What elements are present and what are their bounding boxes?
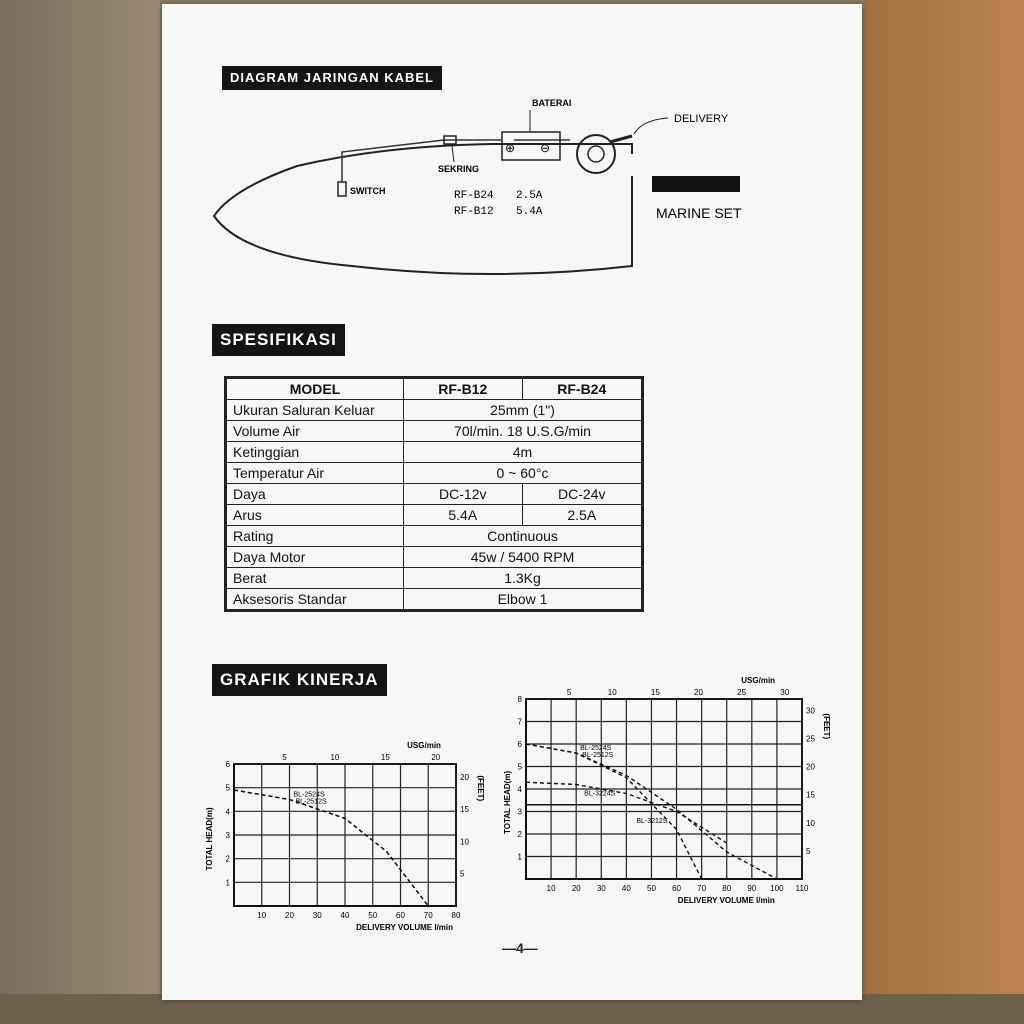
y-axis-label: TOTAL HEAD(m) [205, 807, 214, 871]
x-tick-label: 60 [396, 911, 405, 920]
usg-tick-label: 10 [330, 753, 340, 762]
spec-value-b12: DC-12v [404, 484, 523, 505]
spec-label: Aksesoris Standar [226, 589, 404, 611]
usg-tick-label: 10 [607, 688, 617, 697]
y-tick-label: 7 [517, 717, 522, 727]
spec-value: 0 ~ 60°c [404, 463, 643, 484]
spec-label: Ketinggian [226, 442, 404, 463]
spec-row-aksesoris [226, 589, 643, 611]
feet-tick-label: 10 [460, 837, 469, 847]
delivery-pipe [610, 136, 632, 142]
spec-label: Temperatur Air [226, 463, 404, 484]
x-tick-label: 100 [770, 884, 784, 893]
y-tick-label: 3 [225, 831, 230, 840]
sekring-label: SEKRING [438, 164, 480, 174]
x-tick-label: 50 [368, 911, 378, 920]
spec-row-ketinggian [226, 442, 643, 463]
spec-value: 45w / 5400 RPM [404, 547, 643, 568]
x-tick-label: 30 [596, 884, 606, 893]
feet-tick-label: 5 [460, 869, 465, 879]
usg-tick-label: 15 [380, 753, 390, 762]
page-number: —4— [502, 940, 538, 956]
x-tick-label: 20 [285, 911, 294, 920]
x-tick-label: 50 [647, 884, 656, 893]
spec-header-b24: RF-B24 [522, 378, 642, 400]
x-tick-label: 70 [697, 884, 707, 893]
y-tick-label: 2 [517, 830, 522, 839]
battery-minus: ⊖ [540, 141, 551, 155]
spec-row-temperatur [226, 463, 643, 484]
x-tick-label: 40 [340, 911, 350, 920]
background-left [0, 0, 160, 1024]
performance-title: GRAFIK KINERJA [212, 664, 387, 696]
spec-label: Berat [226, 568, 404, 589]
x-tick-label: 60 [672, 884, 681, 893]
spec-label: Daya [226, 484, 404, 505]
y-tick-label: 3 [517, 807, 522, 817]
y-tick-label: 1 [225, 878, 230, 888]
background-right [864, 0, 1024, 1024]
y-tick-label: 6 [517, 740, 522, 749]
feet-tick-label: 5 [806, 846, 811, 856]
wiring-diagram [162, 4, 862, 294]
spec-title: SPESIFIKASI [212, 324, 345, 356]
usg-axis-label: USG/min [407, 741, 441, 750]
spec-row-daya-motor [226, 547, 643, 568]
battery-plus: ⊕ [505, 141, 516, 155]
y-tick-label: 6 [225, 760, 230, 769]
x-tick-label: 10 [546, 884, 556, 893]
usg-tick-label: 20 [431, 753, 441, 762]
x-tick-label: 30 [312, 911, 322, 920]
feet-axis-label: (FEET) [822, 713, 831, 740]
series-label: BL-2524S [293, 791, 325, 799]
boat-hull [214, 144, 632, 274]
spec-value: 70l/min. 18 U.S.G/min [404, 421, 643, 442]
x-tick-label: 20 [571, 884, 581, 893]
delivery-label: DELIVERY [674, 113, 729, 125]
y-tick-label: 4 [225, 807, 230, 817]
spec-label: Arus [226, 505, 404, 526]
spec-row-arus [226, 505, 643, 526]
performance-chart-small [202, 724, 492, 954]
spec-label: Rating [226, 526, 404, 547]
y-axis-label: TOTAL HEAD(m) [503, 770, 512, 834]
marine-set-bar [652, 176, 740, 192]
feet-tick-label: 15 [806, 790, 815, 800]
fuse-pointer [452, 146, 454, 162]
series-label: BL-2512S [582, 752, 614, 759]
feet-tick-label: 20 [806, 762, 815, 772]
manual-page [162, 4, 862, 1000]
switch-symbol [338, 182, 346, 196]
feet-tick-label: 25 [806, 734, 815, 744]
series-label: BL-3212S [636, 817, 668, 825]
usg-tick-label: 5 [566, 688, 572, 697]
marine-set-label: MARINE SET [656, 205, 742, 221]
y-tick-label: 4 [517, 785, 522, 794]
series-label: BL-2524S [580, 745, 612, 752]
y-tick-label: 1 [517, 852, 522, 862]
x-axis-label: DELIVERY VOLUME l/min [677, 896, 775, 905]
wiring-title: DIAGRAM JARINGAN KABEL [222, 66, 442, 90]
spec-value: 1.3Kg [404, 568, 643, 589]
x-axis-label: DELIVERY VOLUME l/min [356, 923, 454, 932]
feet-tick-label: 30 [806, 706, 815, 716]
rating-model-0: RF-B24 [454, 190, 494, 202]
x-tick-label: 10 [257, 911, 267, 920]
pump-outer [577, 135, 615, 173]
y-tick-label: 5 [517, 762, 522, 772]
rating-model-1: RF-B12 [454, 206, 494, 218]
rating-amp-0: 2.5A [516, 190, 543, 202]
y-tick-label: 8 [517, 695, 522, 704]
performance-chart-large [500, 669, 845, 919]
x-tick-label: 90 [747, 884, 757, 893]
spec-row-berat [226, 568, 643, 589]
switch-label: SWITCH [350, 186, 386, 196]
spec-header-b12: RF-B12 [404, 378, 523, 400]
x-tick-label: 40 [621, 884, 631, 893]
spec-table [224, 376, 644, 612]
spec-value: Continuous [404, 526, 643, 547]
x-tick-label: 70 [423, 911, 433, 920]
feet-tick-label: 20 [460, 772, 469, 782]
pump-inner [588, 146, 604, 162]
feet-tick-label: 10 [806, 818, 815, 828]
feet-axis-label: (FEET) [476, 775, 485, 802]
usg-tick-label: 30 [780, 688, 790, 697]
spec-value: 4m [404, 442, 643, 463]
usg-tick-label: 5 [282, 753, 287, 762]
spec-header-row [226, 378, 643, 400]
spec-row-ukuran [226, 400, 643, 421]
spec-label: Daya Motor [226, 547, 404, 568]
y-tick-label: 5 [225, 783, 230, 793]
usg-tick-label: 20 [694, 688, 703, 697]
spec-row-volume [226, 421, 643, 442]
spec-header-model: MODEL [226, 378, 404, 400]
delivery-pointer [634, 118, 668, 134]
spec-label: Volume Air [226, 421, 404, 442]
baterai-label: BATERAI [532, 98, 572, 108]
rating-amp-1: 5.4A [516, 206, 543, 218]
spec-row-daya [226, 484, 643, 505]
y-tick-label: 2 [225, 854, 230, 864]
series-label: BL-2512S [295, 798, 327, 806]
spec-value: Elbow 1 [404, 589, 643, 611]
spec-value-b24: DC-24v [522, 484, 642, 505]
cable [342, 140, 570, 182]
usg-tick-label: 25 [737, 688, 747, 697]
usg-tick-label: 15 [650, 688, 660, 697]
series-line [234, 790, 428, 906]
feet-tick-label: 15 [460, 805, 469, 815]
x-tick-label: 80 [722, 884, 732, 893]
x-tick-label: 110 [795, 884, 809, 893]
usg-axis-label: USG/min [741, 676, 776, 685]
spec-value-b24: 2.5A [522, 505, 642, 526]
spec-value-b12: 5.4A [404, 505, 523, 526]
spec-value: 25mm (1") [404, 400, 643, 421]
spec-row-rating [226, 526, 643, 547]
x-tick-label: 80 [451, 911, 461, 920]
series-line [234, 790, 428, 906]
spec-label: Ukuran Saluran Keluar [226, 400, 404, 421]
series-label: BL-3224S [584, 790, 616, 798]
